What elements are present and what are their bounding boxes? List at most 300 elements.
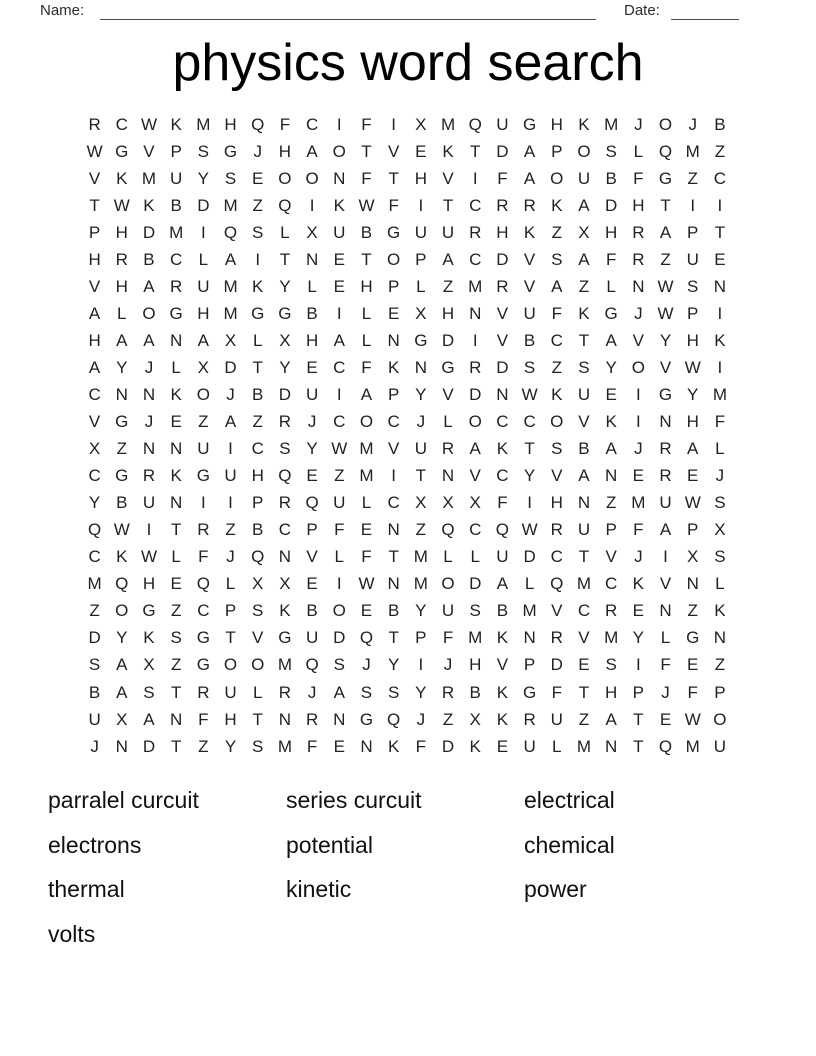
grid-letter: V [523, 276, 536, 296]
grid-letter: A [469, 439, 481, 459]
grid-letter: C [305, 114, 319, 134]
grid-letter: R [550, 520, 563, 540]
grid-letter: I [228, 439, 233, 459]
grid-letter: E [605, 384, 617, 404]
grid-letter: P [632, 682, 645, 702]
grid-letter: F [361, 357, 372, 377]
grid-letter: L [715, 574, 725, 594]
grid-letter: C [550, 330, 563, 350]
grid-letter: S [605, 655, 617, 675]
grid-letter: C [523, 412, 536, 432]
grid-letter: E [387, 303, 400, 323]
grid-letter: W [657, 303, 674, 323]
grid-letter: B [605, 168, 617, 188]
grid-letter: X [578, 222, 590, 242]
word-item: thermal [48, 876, 125, 903]
grid-letter: F [415, 736, 427, 756]
grid-letter: H [686, 412, 699, 432]
grid-letter: W [684, 493, 701, 513]
grid-letter: N [414, 357, 427, 377]
grid-letter: Q [441, 520, 455, 540]
grid-letter: H [550, 493, 563, 513]
name-blank-line [100, 4, 596, 20]
grid-letter: M [87, 574, 102, 594]
grid-letter: P [306, 520, 318, 540]
grid-letter: G [196, 628, 210, 648]
grid-letter: R [632, 222, 645, 242]
grid-letter: K [279, 601, 291, 621]
grid-letter: M [223, 276, 238, 296]
grid-letter: M [576, 736, 592, 756]
grid-letter: Z [170, 601, 182, 621]
grid-letter: C [278, 520, 292, 540]
grid-letter: E [333, 736, 345, 756]
grid-letter: S [252, 736, 264, 756]
grid-letter: V [469, 466, 481, 486]
grid-letter: T [660, 195, 671, 215]
grid-letter: I [717, 357, 723, 377]
grid-letter: L [252, 682, 263, 702]
grid-letter: I [663, 547, 668, 567]
grid-letter: W [140, 114, 157, 134]
grid-letter: U [441, 601, 455, 621]
grid-letter: X [687, 547, 699, 567]
grid-letter: E [306, 574, 318, 594]
word-item: volts [48, 920, 96, 947]
grid-letter: C [88, 466, 101, 486]
grid-letter: R [197, 520, 210, 540]
grid-letter: S [197, 141, 210, 161]
grid-letter: J [634, 114, 643, 134]
grid-letter: P [605, 520, 617, 540]
grid-letter: U [224, 466, 237, 486]
grid-letter: O [713, 709, 727, 729]
word-item: potential [286, 831, 373, 858]
grid-letter: F [361, 547, 372, 567]
grid-letter: R [659, 466, 672, 486]
grid-letter: S [143, 682, 155, 702]
grid-letter: C [333, 412, 346, 432]
grid-letter: P [415, 249, 427, 269]
grid-letter: R [305, 709, 319, 729]
grid-letter: X [469, 709, 481, 729]
grid-letter: R [496, 195, 509, 215]
grid-letter: G [387, 222, 401, 242]
grid-letter: A [605, 709, 617, 729]
grid-letter: Y [687, 384, 699, 404]
grid-letter: Q [550, 574, 564, 594]
grid-letter: M [277, 655, 292, 675]
grid-letter: C [88, 384, 101, 404]
grid-letter: N [632, 276, 645, 296]
grid-letter: U [142, 493, 156, 513]
grid-letter: V [252, 628, 264, 648]
grid-letter: T [578, 547, 590, 567]
grid-letter: J [416, 709, 426, 729]
grid-letter: F [551, 682, 562, 702]
grid-letter: F [306, 736, 318, 756]
grid-letter: Y [387, 655, 400, 675]
grid-letter: Y [279, 276, 291, 296]
grid-letter: F [633, 168, 644, 188]
grid-letter: M [685, 141, 700, 161]
grid-letter: H [88, 330, 101, 350]
grid-letter: O [223, 655, 238, 675]
grid-letter: Q [305, 493, 319, 513]
grid-letter: B [496, 601, 509, 621]
grid-letter: O [251, 655, 265, 675]
grid-letter: S [387, 682, 400, 702]
grid-letter: G [251, 303, 265, 323]
grid-letter: I [635, 412, 641, 432]
grid-letter: J [307, 682, 317, 702]
grid-letter: A [605, 439, 617, 459]
grid-letter: R [170, 276, 183, 296]
word-item: electrical [524, 787, 615, 813]
grid-letter: T [361, 141, 372, 161]
grid-letter: L [307, 276, 317, 296]
grid-letter: V [88, 168, 101, 188]
grid-letter: S [714, 493, 726, 513]
grid-letter: Y [116, 357, 128, 377]
grid-letter: R [441, 439, 455, 459]
grid-letter: K [170, 114, 182, 134]
grid-letter: E [170, 574, 182, 594]
grid-letter: I [717, 195, 723, 215]
grid-letter: R [278, 493, 292, 513]
grid-letter: E [306, 466, 318, 486]
grid-letter: S [714, 547, 726, 567]
grid-letter: T [388, 168, 399, 188]
grid-letter: S [687, 276, 699, 296]
grid-letter: D [605, 195, 618, 215]
grid-letter: J [226, 384, 235, 404]
grid-letter: Z [198, 736, 209, 756]
grid-letter: W [358, 195, 375, 215]
grid-letter: L [280, 222, 290, 242]
grid-letter: C [115, 114, 128, 134]
grid-letter: B [88, 682, 101, 702]
grid-letter: Q [278, 195, 292, 215]
grid-letter: U [414, 439, 427, 459]
grid-letter: S [333, 655, 345, 675]
grid-letter: S [170, 628, 182, 648]
grid-letter: Y [605, 357, 617, 377]
grid-letter: K [714, 601, 726, 621]
grid-letter: A [88, 303, 101, 323]
grid-letter: A [523, 141, 536, 161]
grid-letter: X [415, 493, 427, 513]
grid-letter: H [414, 168, 427, 188]
grid-letter: L [361, 330, 372, 350]
grid-letter: S [551, 249, 563, 269]
grid-letter: E [687, 466, 699, 486]
grid-letter: A [551, 276, 563, 296]
grid-letter: P [551, 141, 563, 161]
grid-letter: U [713, 736, 727, 756]
grid-letter: T [633, 709, 644, 729]
grid-letter: N [305, 249, 319, 269]
grid-letter: M [223, 195, 238, 215]
grid-letter: F [279, 114, 291, 134]
grid-letter: D [142, 222, 156, 242]
grid-letter: L [334, 547, 345, 567]
grid-letter: J [688, 114, 697, 134]
grid-letter: X [279, 330, 291, 350]
grid-letter: K [523, 222, 536, 242]
grid-letter: N [577, 493, 591, 513]
grid-letter: O [278, 168, 292, 188]
grid-letter: M [440, 114, 456, 134]
grid-letter: L [552, 736, 562, 756]
grid-letter: G [169, 303, 183, 323]
grid-letter: M [223, 303, 238, 323]
grid-letter: T [170, 682, 182, 702]
word-item: electrons [48, 831, 142, 858]
grid-letter: Z [252, 412, 263, 432]
grid-letter: K [714, 330, 726, 350]
grid-letter: X [415, 303, 427, 323]
grid-letter: M [169, 222, 184, 242]
grid-letter: N [142, 384, 156, 404]
grid-letter: N [441, 466, 455, 486]
grid-letter: Q [495, 520, 510, 540]
grid-letter: C [496, 412, 509, 432]
grid-letter: F [551, 303, 562, 323]
grid-letter: N [469, 303, 482, 323]
grid-letter: Y [415, 384, 427, 404]
grid-letter: M [522, 601, 537, 621]
grid-letter: C [713, 168, 727, 188]
grid-letter: N [713, 276, 727, 296]
grid-letter: G [658, 168, 673, 188]
grid-letter: U [333, 493, 346, 513]
grid-letter: T [170, 736, 182, 756]
grid-letter: V [659, 357, 672, 377]
grid-letter: G [223, 141, 238, 161]
grid-letter: N [278, 547, 292, 567]
grid-letter: A [496, 574, 509, 594]
grid-letter: K [469, 736, 481, 756]
grid-letter: H [142, 574, 156, 594]
grid-letter: U [659, 493, 672, 513]
grid-letter: H [605, 682, 618, 702]
grid-letter: I [472, 330, 478, 350]
grid-letter: M [685, 736, 700, 756]
grid-letter: M [468, 276, 483, 296]
word-item: power [524, 876, 587, 903]
grid-letter: W [521, 384, 538, 404]
grid-letter: Z [551, 357, 562, 377]
grid-letter: N [170, 330, 183, 350]
grid-letter: R [88, 114, 101, 134]
grid-letter: F [660, 655, 671, 675]
grid-letter: Y [523, 466, 536, 486]
grid-letter: Z [605, 493, 617, 513]
grid-letter: H [305, 330, 319, 350]
grid-letter: D [333, 628, 346, 648]
grid-letter: Q [251, 547, 265, 567]
grid-letter: H [115, 222, 128, 242]
grid-letter: P [170, 141, 182, 161]
grid-letter: H [441, 303, 455, 323]
grid-letter: T [225, 628, 236, 648]
grid-letter: M [359, 466, 374, 486]
grid-letter: R [496, 276, 509, 296]
grid-letter: J [144, 412, 154, 432]
name-label: Name: [40, 2, 85, 19]
grid-letter: G [196, 466, 210, 486]
grid-letter: I [336, 574, 342, 594]
grid-letter: P [415, 628, 427, 648]
grid-letter: L [443, 412, 453, 432]
grid-letter: G [441, 357, 455, 377]
grid-letter: E [252, 168, 264, 188]
grid-letter: O [332, 141, 346, 161]
grid-letter: U [496, 114, 509, 134]
grid-letter: Q [468, 114, 482, 134]
grid-letter: G [115, 466, 129, 486]
grid-letter: U [550, 709, 563, 729]
grid-letter: K [496, 628, 509, 648]
grid-letter: J [416, 412, 426, 432]
grid-letter: F [497, 168, 508, 188]
grid-letter: R [115, 249, 128, 269]
grid-letter: A [224, 412, 237, 432]
grid-letter: A [578, 249, 590, 269]
grid-letter: T [89, 195, 100, 215]
grid-letter: O [658, 114, 673, 134]
grid-letter: W [657, 276, 674, 296]
grid-letter: B [714, 114, 726, 134]
grid-letter: U [224, 682, 237, 702]
grid-letter: X [252, 574, 264, 594]
grid-letter: S [578, 357, 590, 377]
grid-letter: C [496, 466, 509, 486]
grid-letter: H [197, 303, 210, 323]
word-column-3 [524, 778, 615, 912]
grid-letter: A [197, 330, 210, 350]
grid-letter: A [143, 709, 155, 729]
grid-letter: L [225, 574, 236, 594]
grid-letter: Q [115, 574, 129, 594]
grid-letter: R [632, 249, 645, 269]
word-column-1 [48, 778, 199, 956]
grid-letter: S [88, 655, 101, 675]
grid-letter: C [170, 249, 183, 269]
grid-letter: L [633, 141, 644, 161]
grid-letter: H [550, 114, 563, 134]
grid-letter: O [550, 412, 564, 432]
grid-letter: T [415, 466, 427, 486]
grid-letter: S [469, 601, 481, 621]
grid-letter: T [252, 709, 263, 729]
grid-letter: B [523, 330, 536, 350]
grid-letter: N [142, 439, 156, 459]
grid-letter: P [252, 493, 264, 513]
grid-letter: J [253, 141, 262, 161]
grid-letter: M [277, 736, 292, 756]
grid-letter: I [255, 249, 261, 269]
grid-letter: O [332, 601, 346, 621]
grid-letter: W [331, 439, 348, 459]
grid-letter: A [659, 520, 672, 540]
grid-letter: C [197, 601, 210, 621]
grid-letter: C [333, 357, 346, 377]
grid-letter: L [416, 276, 426, 296]
grid-letter: V [605, 547, 617, 567]
grid-letter: C [387, 493, 400, 513]
grid-letter: W [358, 574, 375, 594]
grid-letter: V [496, 655, 509, 675]
grid-letter: L [361, 493, 372, 513]
grid-letter: Q [196, 574, 210, 594]
grid-letter: F [334, 520, 345, 540]
grid-letter: A [333, 330, 345, 350]
grid-letter: X [442, 493, 454, 513]
grid-letter: N [387, 574, 400, 594]
grid-letter: K [578, 303, 590, 323]
grid-letter: G [522, 682, 537, 702]
grid-letter: U [305, 628, 319, 648]
grid-letter: M [413, 547, 428, 567]
grid-letter: K [387, 736, 400, 756]
grid-letter: T [170, 520, 182, 540]
grid-letter: S [252, 601, 264, 621]
grid-letter: Z [687, 601, 698, 621]
grid-letter: M [576, 574, 592, 594]
grid-letter: L [252, 330, 263, 350]
grid-letter: V [88, 276, 101, 296]
grid-letter: A [88, 357, 101, 377]
grid-letter: K [143, 195, 155, 215]
grid-letter: A [659, 222, 672, 242]
grid-letter: V [442, 384, 454, 404]
grid-letter: N [387, 520, 400, 540]
grid-letter: Y [88, 493, 101, 513]
grid-letter: A [306, 141, 318, 161]
word-item: parralel curcuit [48, 787, 199, 813]
grid-letter: V [88, 412, 101, 432]
grid-letter: D [523, 547, 536, 567]
grid-letter: I [418, 195, 424, 215]
grid-letter: D [496, 357, 509, 377]
grid-letter: V [523, 249, 536, 269]
grid-letter: R [441, 682, 455, 702]
grid-letter: N [170, 439, 183, 459]
grid-letter: K [387, 357, 400, 377]
grid-letter: H [605, 222, 618, 242]
grid-letter: Q [251, 114, 265, 134]
grid-letter: J [443, 655, 453, 675]
grid-letter: Q [87, 520, 102, 540]
grid-letter: H [224, 709, 237, 729]
grid-letter: U [170, 168, 183, 188]
grid-letter: P [687, 222, 699, 242]
grid-letter: M [631, 493, 646, 513]
grid-letter: T [442, 195, 454, 215]
grid-letter: X [415, 114, 427, 134]
grid-letter: L [171, 357, 181, 377]
grid-letter: H [469, 655, 482, 675]
grid-letter: C [387, 412, 400, 432]
grid-letter: I [336, 303, 342, 323]
grid-letter: V [143, 141, 155, 161]
grid-letter: K [170, 384, 182, 404]
grid-letter: K [496, 682, 509, 702]
grid-letter: T [633, 736, 644, 756]
grid-letter: Z [170, 655, 182, 675]
